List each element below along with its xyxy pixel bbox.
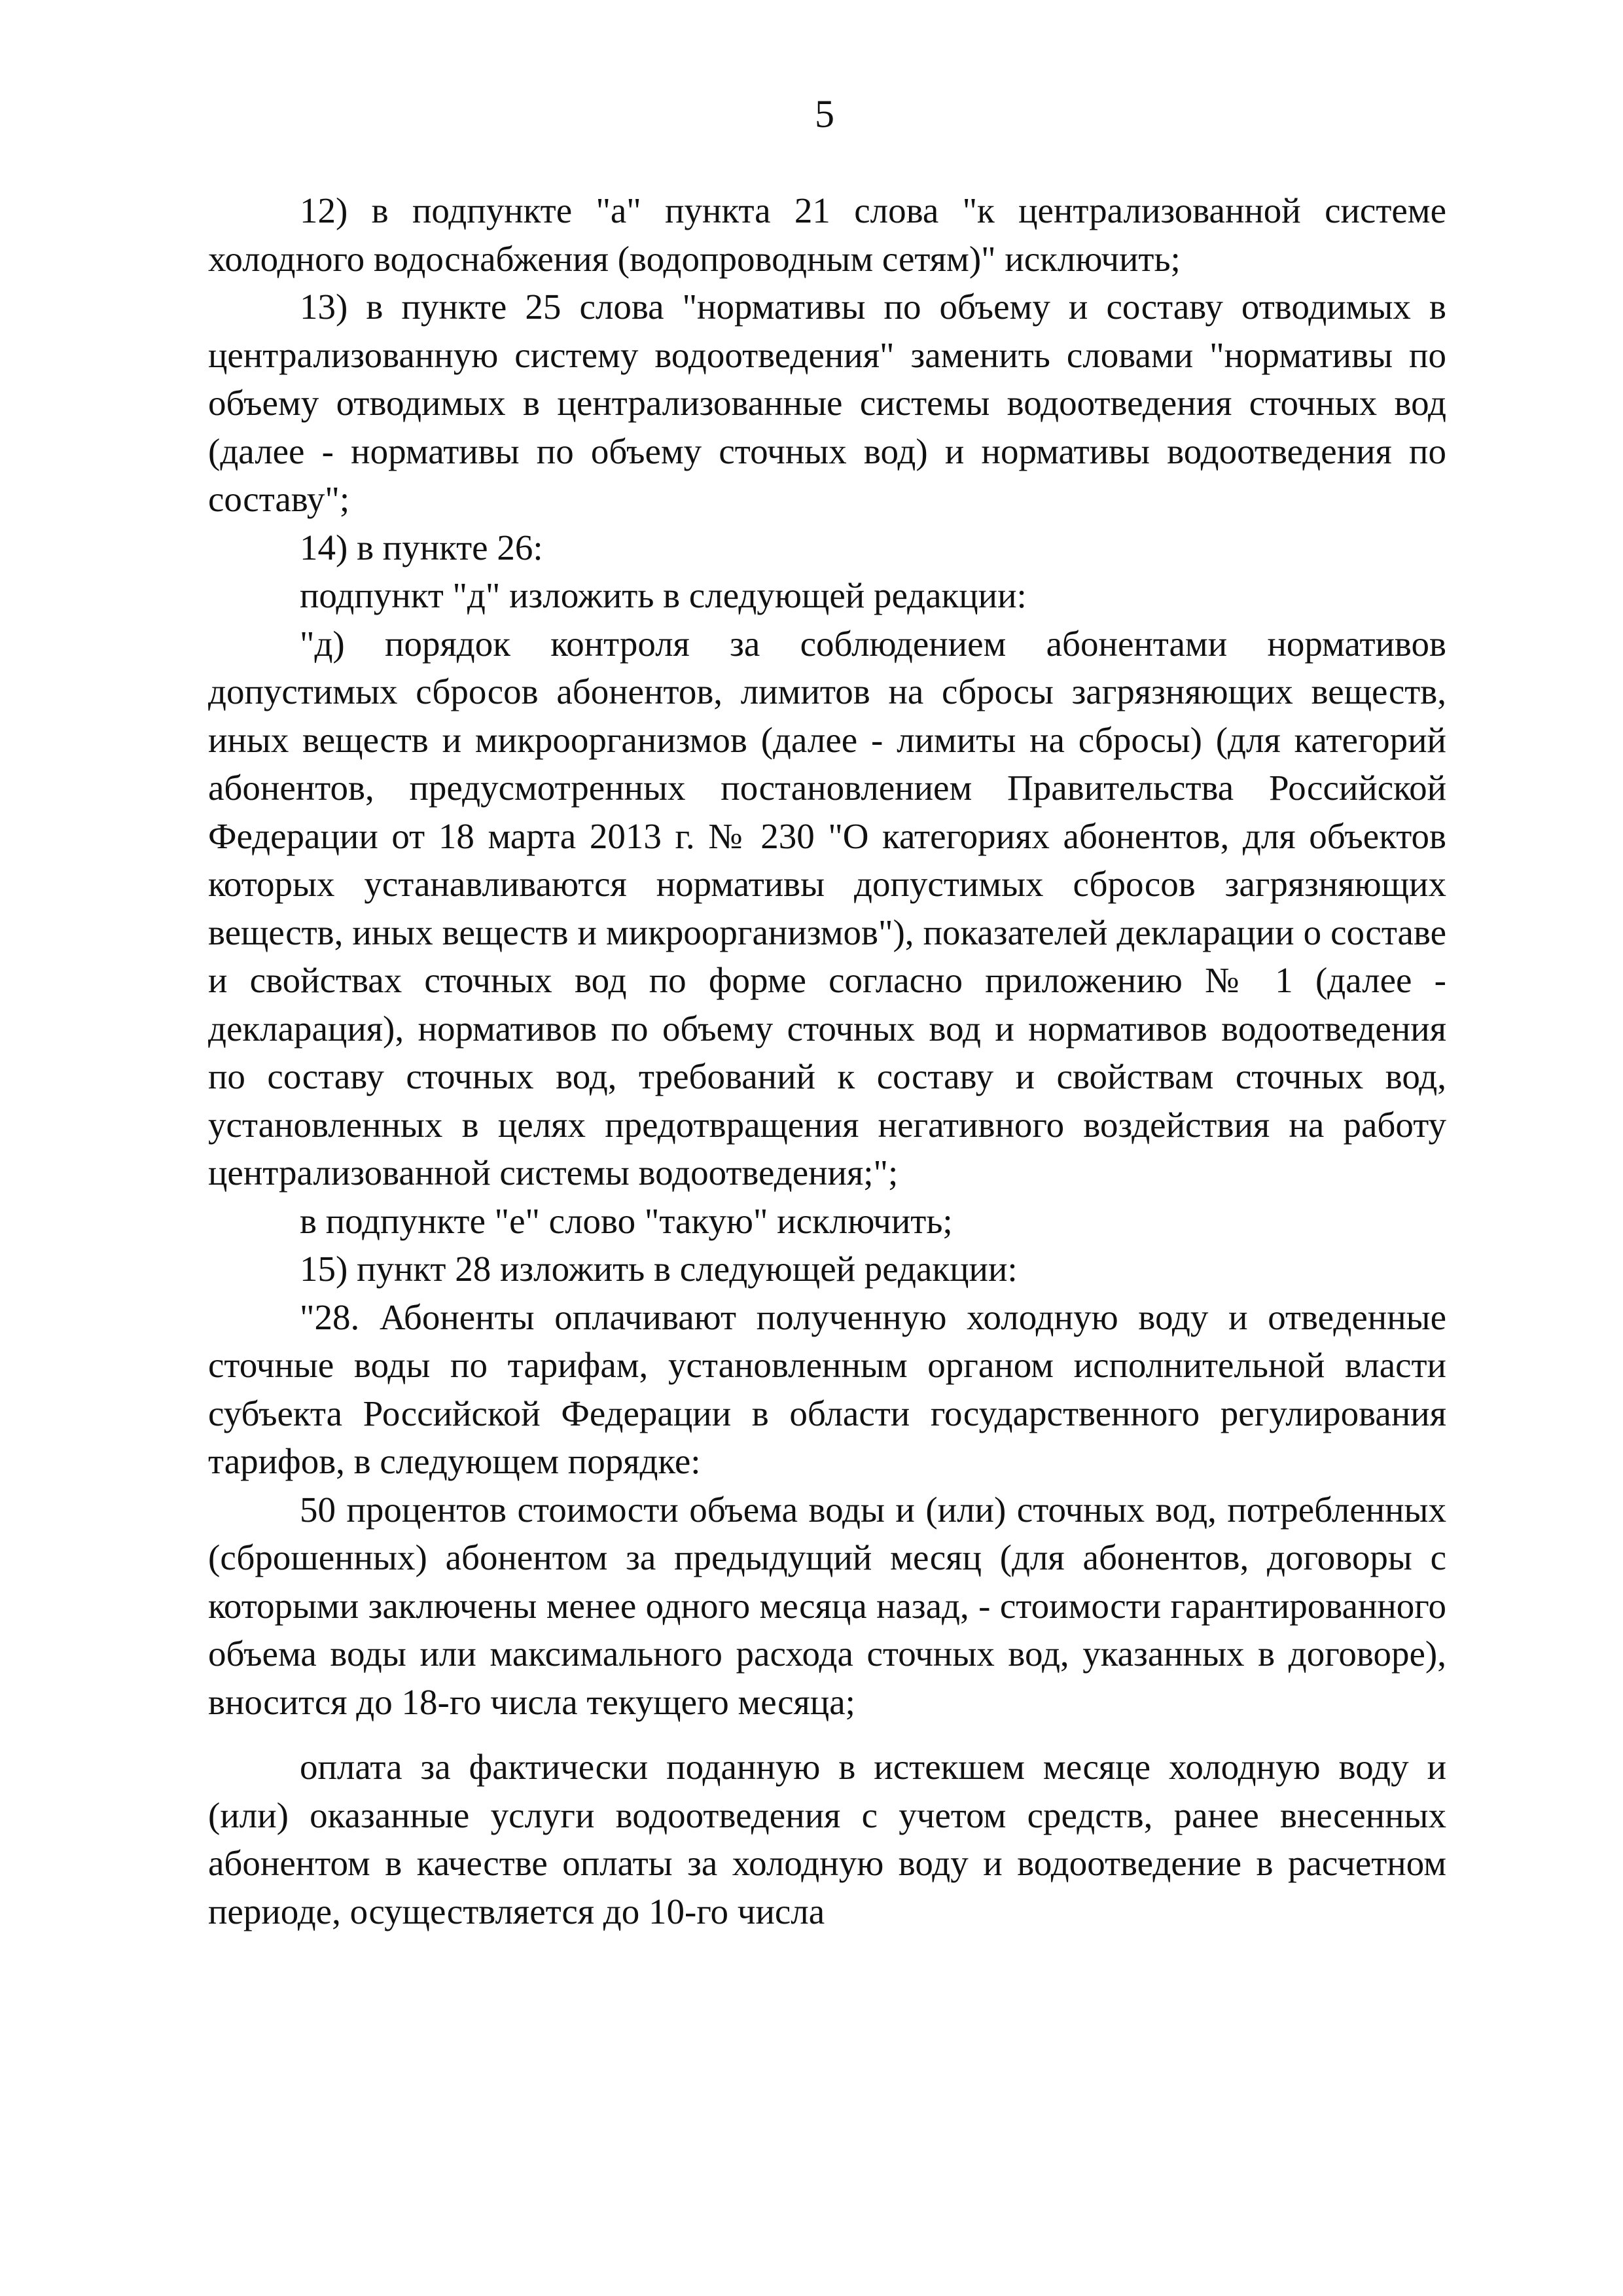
paragraph-item-15: 15) пункт 28 изложить в следующей редакции: [300,1249,1018,1289]
paragraph-subitem-e: в подпункте "е" слово "такую" исключить; [300,1200,953,1241]
paragraph-item-12: 12) в подпункте "а" пункта 21 слова "к централизованной системе холодного водоснабжения (водопроводным сетям)" исключить; [208,190,1446,279]
paragraph-item-13: 13) в пункте 25 слова "нормативы по объему и составу отводимых в централизованную систему водоотведения" заменить словами "нормативы по объему отводимых в централизованные системы водоотведения сточных вод (далее - нормативы по объему сточных вод) и нормативы водоотведения по составу"; [208,287,1446,519]
paragraph-subitem-d-text: "д) порядок контроля за соблюдением абонентами нормативов допустимых сбросов абонентов, лимитов на сбросы загрязняющих веществ, иных веществ и микроорганизмов (далее - лимиты на сбросы) (для категорий абонентов, предусмотренных постановлением Правительства Российской Федерации от 18 марта 2013 г. № 230 "О категориях абонентов, для объектов которых устанавливаются нормативы допустимых сбросов загрязняющих веществ, иных веществ и микроорганизмов"), показателей декларации о составе и свойствах сточных вод по форме согласно приложению № 1 (далее - декларация), нормативов по объему сточных вод и нормативов водоотведения по составу сточных вод, требований к составу и свойствам сточных вод, установленных в целях предотвращения негативного воздействия на работу централизованной системы водоотведения;"; [208,623,1446,1193]
paragraph-payment-actual: оплата за фактически поданную в истекшем месяце холодную воду и (или) оказанные услуги водоотведения с учетом средств, ранее внесенных абонентом в качестве оплаты за холодную воду и водоотведение в расчетном периоде, осуществляется до 10-го числа [208,1747,1446,1931]
document-body [208,187,1446,1935]
paragraph-item-28-text: "28. Абоненты оплачивают полученную холодную воду и отведенные сточные воды по тарифам, установленным органом исполнительной власти субъекта Российской Федерации в области государственного регулирования тарифов, в следующем порядке: [208,1297,1446,1481]
paragraph-payment-50-percent: 50 процентов стоимости объема воды и (или) сточных вод, потребленных (сброшенных) абонентом за предыдущий месяц (для абонентов, договоры с которыми заключены менее одного месяца назад, - стоимости гарантированного объема воды или максимального расхода сточных вод, указанных в договоре), вносится до 18-го числа текущего месяца; [208,1489,1446,1722]
paragraph-item-14: 14) в пункте 26: [300,527,543,567]
paragraph-subitem-d-intro: подпункт "д" изложить в следующей редакции: [300,575,1027,615]
page-number: 5 [815,92,834,135]
